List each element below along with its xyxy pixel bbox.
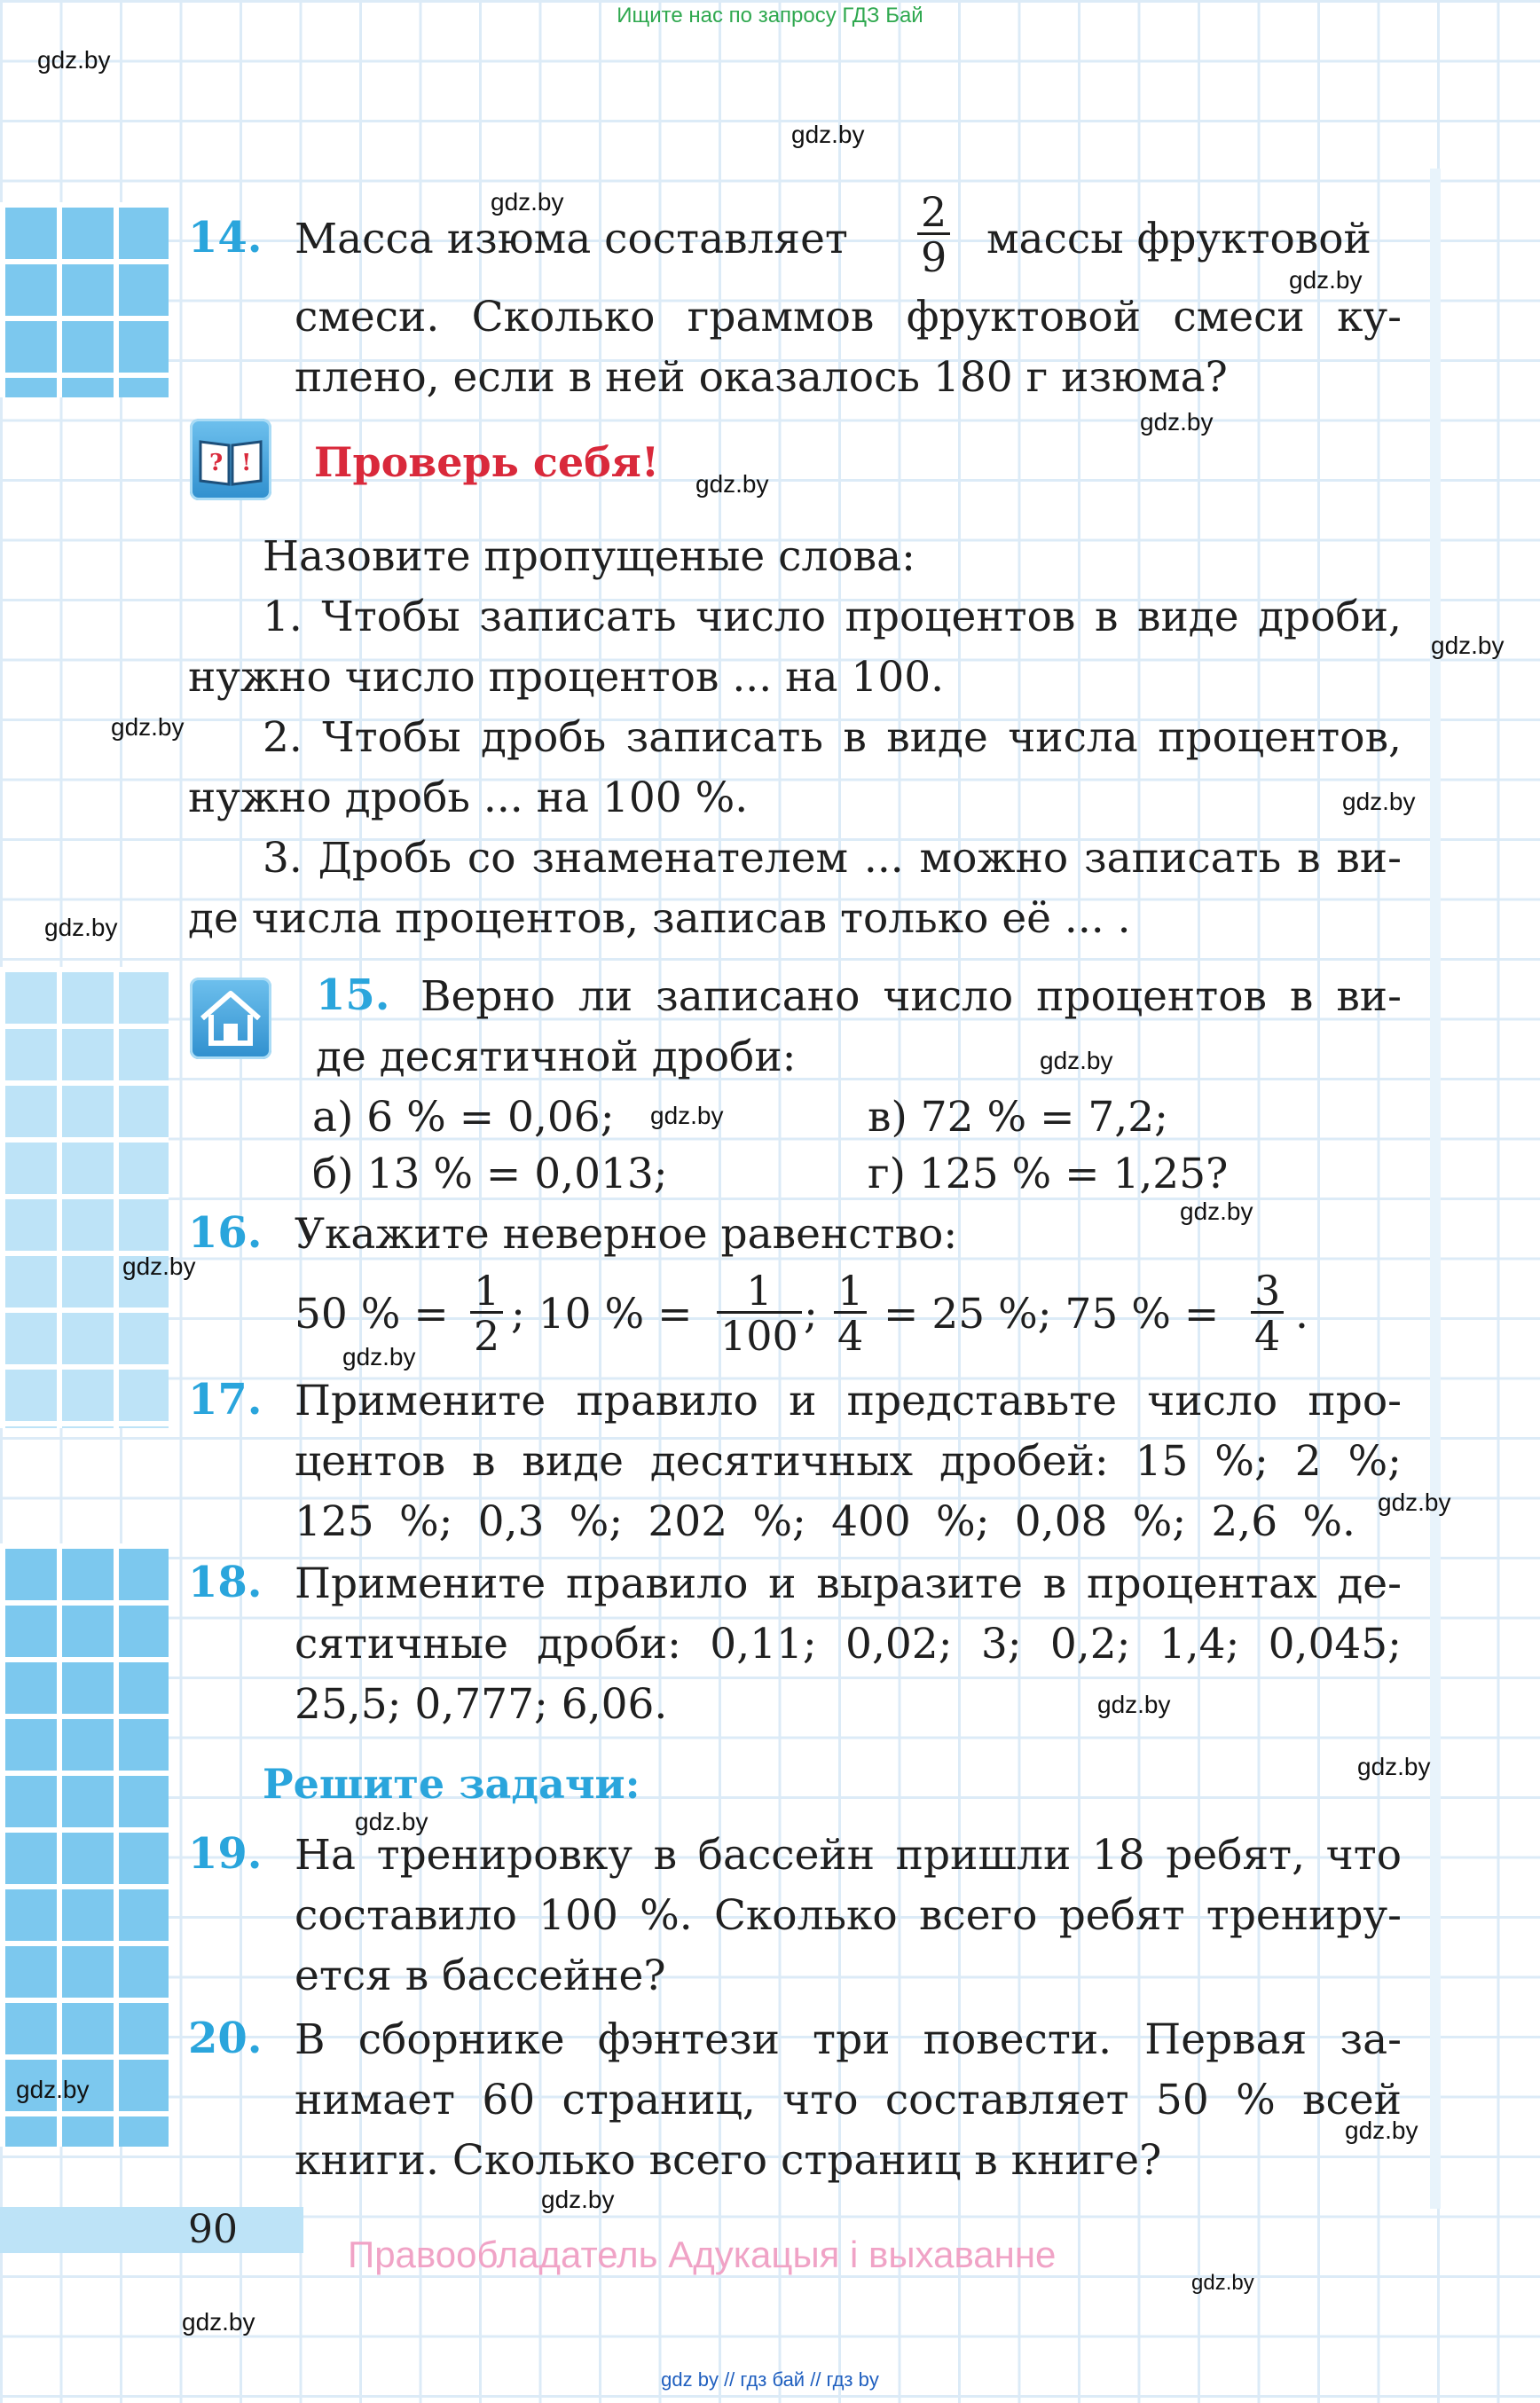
task-15-option-v: в) 72 % = 7,2; [868, 1093, 1168, 1142]
task-17-line-3: 125 %; 0,3 %; 202 %; 400 %; 0,08 %; 2,6 %. [295, 1497, 1355, 1546]
open-book-icon [190, 419, 271, 500]
watermark: gdz.by [342, 1343, 416, 1370]
task-18-line-2: сятичные дроби: 0,11; 0,02; 3; 0,2; 1,4; 0,045; [295, 1620, 1402, 1669]
watermark: gdz.by [111, 713, 185, 741]
house-icon [190, 978, 271, 1059]
task-19-number: 19. [188, 1829, 263, 1879]
decor-block-lower [0, 1543, 169, 2147]
watermark: gdz.by [650, 1102, 724, 1129]
watermark: gdz.by [1378, 1488, 1451, 1516]
watermark: gdz.by [1345, 2116, 1418, 2144]
task-14-line-1b: массы фруктовой [986, 215, 1371, 263]
task-20-line-2: нимает 60 страниц, что составляет 50 % всей [295, 2076, 1402, 2124]
check-line-3: нужно число процентов ... на 100. [188, 653, 945, 702]
page-number: 90 [188, 2207, 238, 2252]
svg-text:!: ! [241, 450, 252, 476]
task-16-part-3: ; [804, 1290, 818, 1339]
watermark: gdz.by [182, 2308, 255, 2336]
task-15-option-a: а) 6 % = 0,06; [312, 1093, 615, 1142]
task-19-line-1: На тренировку в бассейн пришли 18 ребят, что [295, 1831, 1402, 1880]
task-17-number: 17. [188, 1375, 263, 1425]
decor-block-top [0, 202, 169, 397]
task-17-line-2: центов в виде десятичных дробей: 15 %; 2 %; [295, 1437, 1402, 1486]
watermark: gdz.by [491, 188, 564, 216]
task-16-fraction-4 [1251, 1267, 1284, 1360]
task-16-fraction-1 [470, 1267, 503, 1360]
watermark: gdz.by [37, 46, 111, 74]
task-20-line-1: В сборнике фэнтези три повести. Первая за- [295, 2015, 1402, 2064]
check-yourself-title: Проверь себя! [314, 438, 660, 486]
check-line-6: 3. Дробь со знаменателем ... можно записать в ви- [263, 834, 1402, 883]
right-margin-strip [1430, 169, 1441, 2209]
fraction-numerator: 1 [834, 1270, 867, 1314]
task-15-number: 15. [316, 970, 390, 1020]
watermark: gdz.by [122, 1253, 196, 1280]
watermark: gdz.by [1040, 1047, 1113, 1074]
watermark: gdz.by [791, 121, 865, 148]
watermark: gdz.by [541, 2186, 615, 2213]
watermark: gdz.by [1180, 1198, 1253, 1225]
task-16-part-1: 50 % = [295, 1290, 449, 1339]
task-20-number: 20. [188, 2014, 263, 2063]
task-18-line-3: 25,5; 0,777; 6,06. [295, 1680, 668, 1729]
footer-bar [0, 2207, 303, 2253]
watermark: gdz.by [44, 914, 118, 941]
task-16-line-1: Укажите неверное равенство: [295, 1210, 958, 1259]
copyright-notice: Правообладатель Адукацыя і выхаванне [348, 2234, 1057, 2275]
task-15-option-b: б) 13 % = 0,013; [312, 1150, 668, 1198]
task-14-fraction [917, 188, 950, 281]
watermark: gdz.by [1342, 788, 1416, 815]
bottom-banner: gdz by // гдз бай // гдз by [661, 2368, 879, 2391]
task-15-line-2: де десятичной дроби: [316, 1033, 797, 1081]
watermark: gdz.by [1140, 408, 1214, 436]
task-20-line-3: книги. Сколько всего страниц в книге? [295, 2136, 1162, 2185]
task-18-number: 18. [188, 1558, 263, 1607]
watermark: gdz.by [355, 1808, 428, 1835]
check-line-7: де числа процентов, записав только её ... . [188, 894, 1131, 943]
fraction-numerator: 1 [717, 1270, 802, 1314]
task-14-number: 14. [188, 213, 263, 263]
task-19-line-2: составило 100 %. Сколько всего ребят трениру- [295, 1891, 1402, 1940]
solve-tasks-title: Решите задачи: [263, 1760, 640, 1808]
decor-block-middle [0, 967, 169, 1428]
fraction-numerator: 1 [470, 1270, 503, 1314]
task-14-line-3: плено, если в ней оказалось 180 г изюма? [295, 353, 1228, 402]
fraction-denominator: 4 [1254, 1312, 1281, 1360]
top-banner: Ищите нас по запросу ГДЗ Бай [617, 4, 923, 27]
svg-text:?: ? [209, 450, 224, 476]
watermark: gdz.by [1289, 266, 1363, 294]
task-16-part-5: . [1295, 1290, 1308, 1339]
fraction-denominator: 9 [921, 233, 947, 281]
task-16-fraction-3 [834, 1267, 867, 1360]
task-17-line-1: Примените правило и представьте число про- [295, 1377, 1402, 1425]
watermark: gdz.by [1191, 2271, 1254, 2295]
task-18-line-1: Примените правило и выразите в процентах де- [295, 1559, 1402, 1608]
watermark: gdz.by [1097, 1691, 1171, 1718]
watermark: gdz.by [16, 2076, 90, 2103]
task-16-part-2: ; 10 % = [511, 1290, 693, 1339]
fraction-numerator: 2 [917, 192, 950, 235]
task-14-line-1a: Масса изюма составляет [295, 215, 848, 263]
watermark: gdz.by [1431, 632, 1505, 659]
check-line-4: 2. Чтобы дробь записать в виде числа процентов, [263, 713, 1402, 762]
task-15-line-1: Верно ли записано число процентов в ви- [420, 972, 1402, 1021]
task-14-line-2: смеси. Сколько граммов фруктовой смеси ку- [295, 293, 1402, 342]
fraction-denominator: 2 [474, 1312, 500, 1360]
task-16-part-4: = 25 %; 75 % = [884, 1290, 1220, 1339]
fraction-denominator: 100 [720, 1312, 798, 1360]
task-19-line-3: ется в бассейне? [295, 1951, 666, 2000]
task-15-option-g: г) 125 % = 1,25? [868, 1150, 1229, 1198]
task-16-number: 16. [188, 1208, 263, 1258]
fraction-denominator: 4 [837, 1312, 864, 1360]
check-line-2: 1. Чтобы записать число процентов в виде дроби, [263, 593, 1402, 641]
watermark: gdz.by [1357, 1753, 1431, 1780]
check-line-1: Назовите пропущеные слова: [263, 532, 915, 581]
check-line-5: нужно дробь ... на 100 %. [188, 774, 749, 822]
watermark: gdz.by [695, 470, 769, 498]
fraction-numerator: 3 [1251, 1270, 1284, 1314]
task-16-fraction-2 [717, 1267, 802, 1360]
